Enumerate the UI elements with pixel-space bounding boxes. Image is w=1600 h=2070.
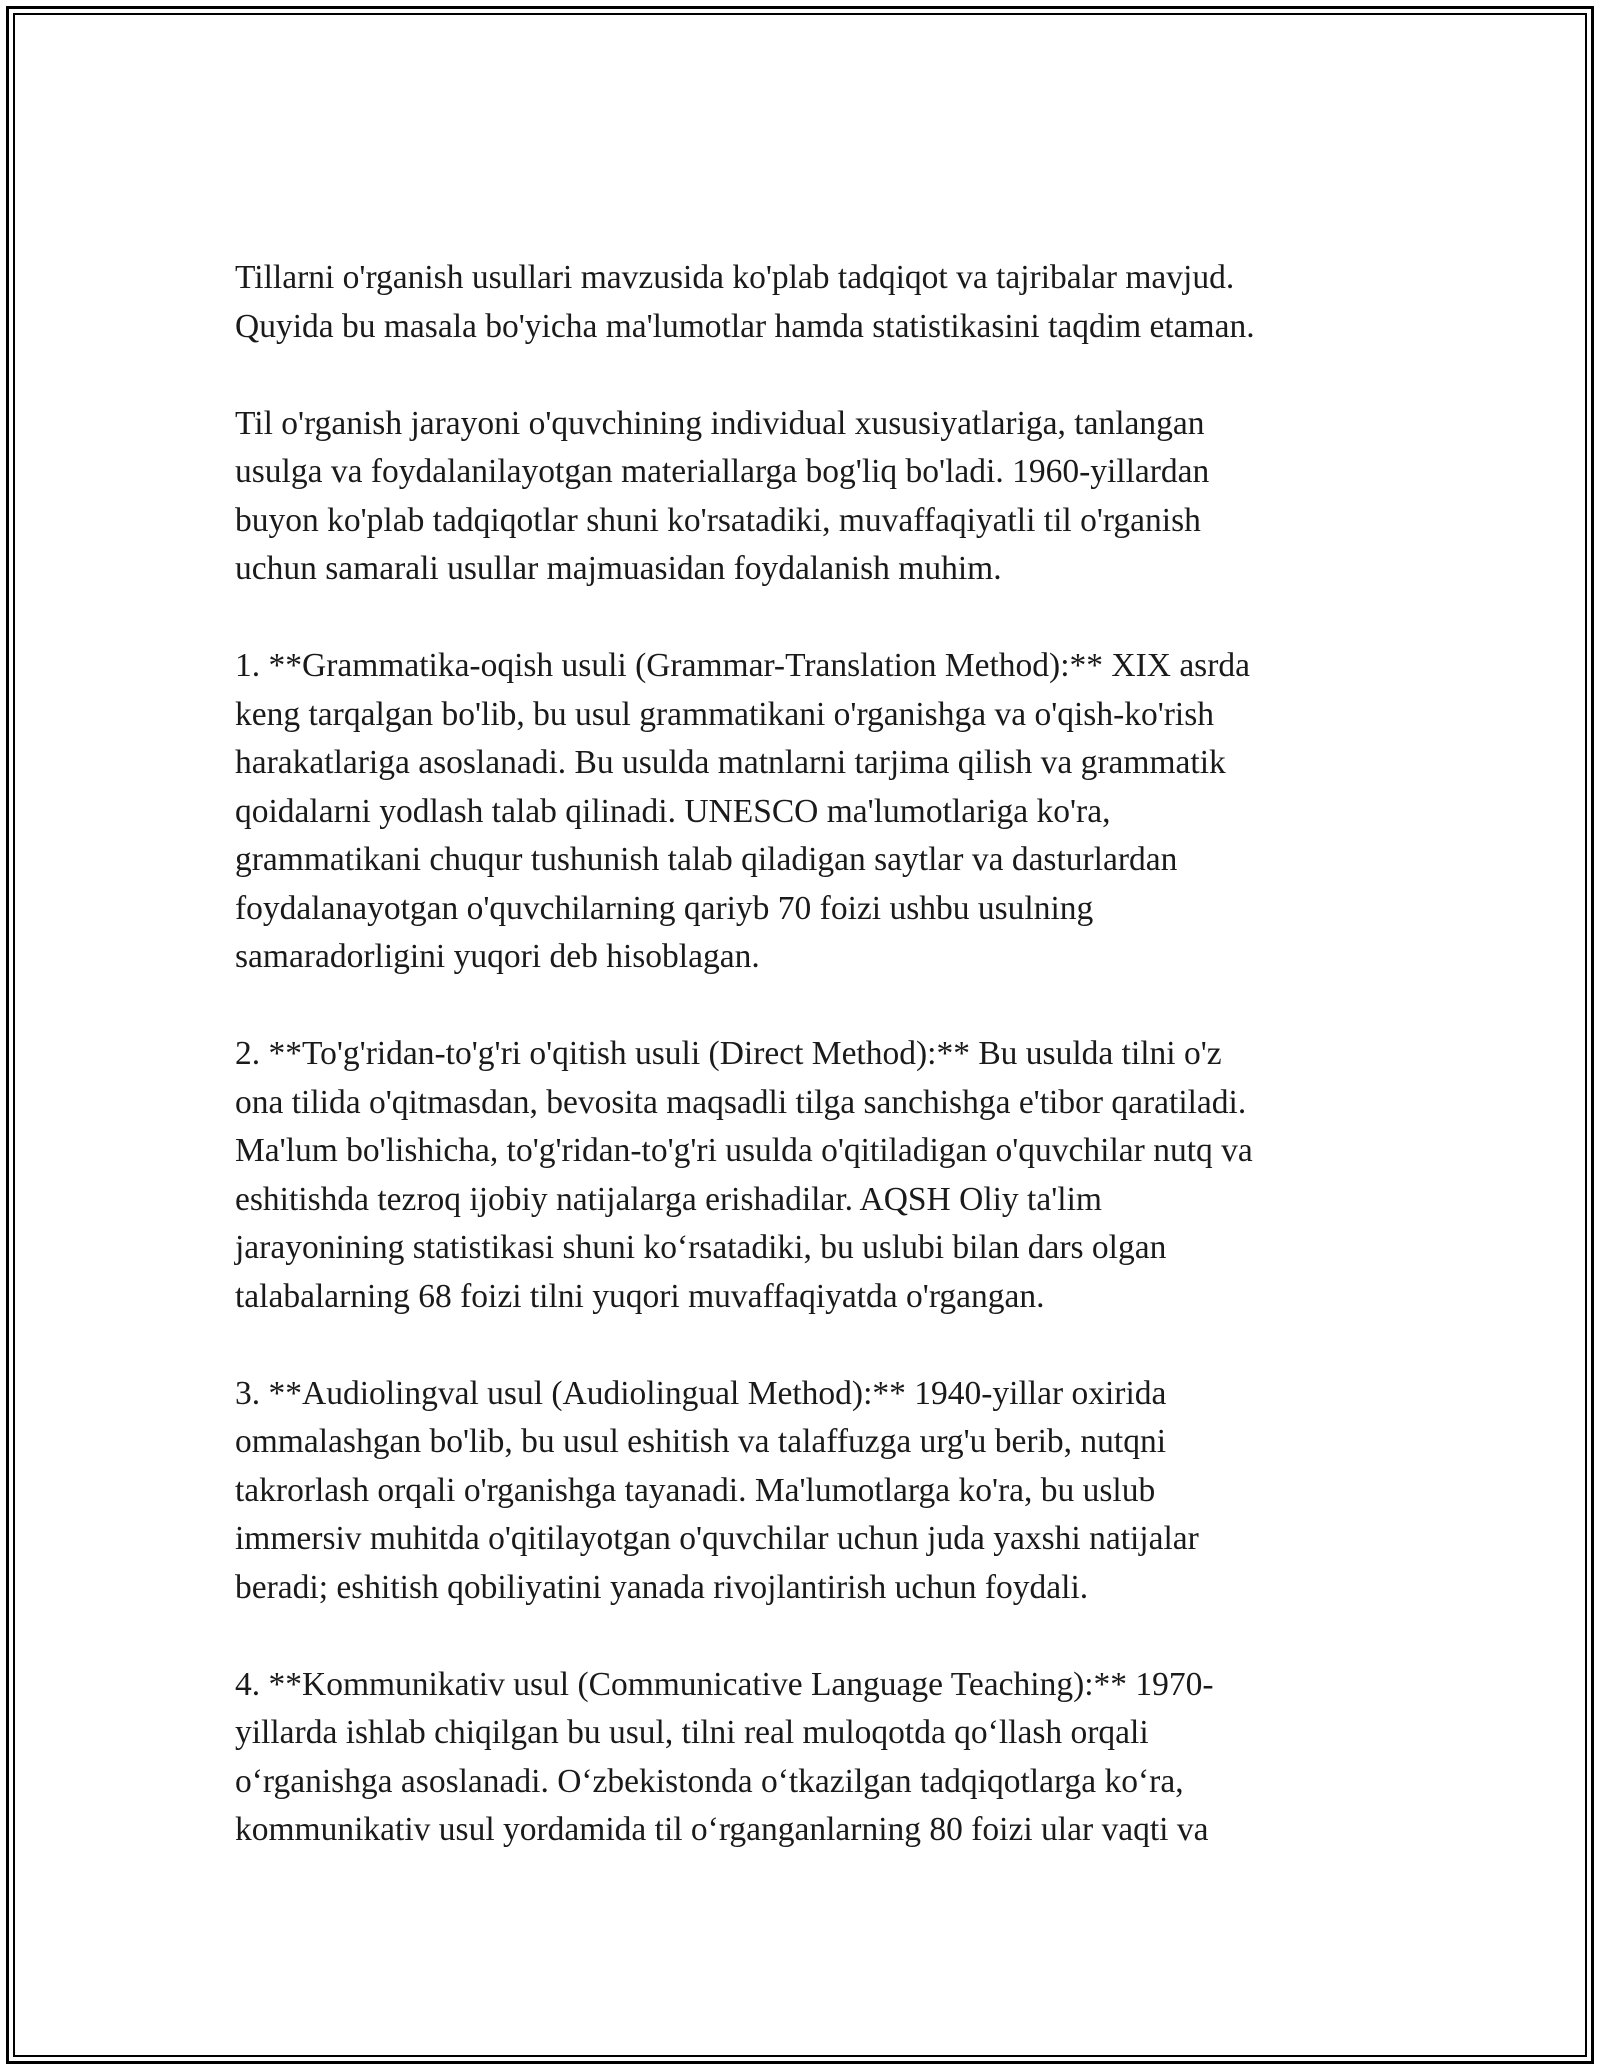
text-line: talabalarning 68 foizi tilni yuqori muvaffaqiyatda o'rgangan.	[235, 1277, 1045, 1315]
text-line: o‘rganishga asoslanadi. O‘zbekistonda o‘tkazilgan tadqiqotlarga ko‘ra,	[235, 1762, 1184, 1800]
list-item-communicative	[235, 1661, 1365, 1855]
list-item-grammar-translation	[235, 642, 1365, 982]
text-line: grammatikani chuqur tushunish talab qiladigan saytlar va dasturlardan	[235, 841, 1178, 878]
text-line: kommunikativ usul yordamida til o‘rganganlarning 80 foizi ular vaqti va	[235, 1811, 1209, 1848]
text-line: Til o'rganish jarayoni o'quvchining individual xususiyatlariga, tanlangan	[235, 404, 1205, 442]
text-line: uchun samarali usullar majmuasidan foydalanish muhim.	[235, 550, 1002, 587]
list-item-audiolingual	[235, 1370, 1365, 1613]
text-line: keng tarqalgan bo'lib, bu usul grammatikani o'rganishga va o'qish-ko'rish	[235, 695, 1215, 733]
text-line: yillarda ishlab chiqilgan bu usul, tilni real muloqotda qo‘llash orqali	[235, 1714, 1149, 1751]
text-line: harakatlariga asoslanadi. Bu usulda matnlarni tarjima qilish va grammatik	[235, 744, 1226, 781]
list-item-direct-method	[235, 1030, 1365, 1321]
text-line: 2. **To'g'ridan-to'g'ri o'qitish usuli (Direct Method):** Bu usulda tilni o'z	[235, 1035, 1222, 1072]
text-line: 4. **Kommunikativ usul (Communicative Language Teaching):** 1970-	[235, 1665, 1214, 1703]
text-line: foydalanayotgan o'quvchilarning qariyb 70 foizi ushbu usulning	[235, 889, 1094, 927]
text-line: eshitishda tezroq ijobiy natijalarga erishadilar. AQSH Oliy ta'lim	[235, 1180, 1102, 1218]
text-line: buyon ko'plab tadqiqotlar shuni ko'rsatadiki, muvaffaqiyatli til o'rganish	[235, 501, 1201, 539]
text-line: takrorlash orqali o'rganishga tayanadi. Ma'lumotlarga ko'ra, bu uslub	[235, 1471, 1156, 1509]
text-line: samaradorligini yuqori deb hisoblagan.	[235, 938, 760, 975]
paragraph-intro	[235, 254, 1365, 351]
text-line: qoidalarni yodlash talab qilinadi. UNESCO ma'lumotlariga ko'ra,	[235, 792, 1111, 830]
text-line: immersiv muhitda o'qitilayotgan o'quvchilar uchun juda yaxshi natijalar	[235, 1520, 1199, 1557]
text-line: ommalashgan bo'lib, bu usul eshitish va talaffuzga urg'u berib, nutqni	[235, 1423, 1166, 1460]
text-line: usulga va foydalanilayotgan materiallarga bog'liq bo'ladi. 1960-yillardan	[235, 453, 1210, 490]
text-line: jarayonining statistikasi shuni ko‘rsatadiki, bu uslubi bilan dars olgan	[235, 1229, 1167, 1266]
paragraph-overview	[235, 400, 1365, 594]
text-line: Ma'lum bo'lishicha, to'g'ridan-to'g'ri usulda o'qitiladigan o'quvchilar nutq va	[235, 1132, 1253, 1169]
text-line: 1. **Grammatika-oqish usuli (Grammar-Translation Method):** XIX asrda	[235, 647, 1250, 684]
text-line: ona tilida o'qitmasdan, bevosita maqsadli tilga sanchishga e'tibor qaratiladi.	[235, 1083, 1247, 1121]
text-line: Quyida bu masala bo'yicha ma'lumotlar hamda statistikasini taqdim etaman.	[235, 307, 1255, 345]
text-line: Tillarni o'rganish usullari mavzusida ko'plab tadqiqot va tajribalar mavjud.	[235, 259, 1235, 296]
text-line: beradi; eshitish qobiliyatini yanada rivojlantirish uchun foydali.	[235, 1568, 1089, 1606]
text-line: 3. **Audiolingval usul (Audiolingual Method):** 1940-yillar oxirida	[235, 1374, 1167, 1412]
document-body	[235, 254, 1365, 1903]
